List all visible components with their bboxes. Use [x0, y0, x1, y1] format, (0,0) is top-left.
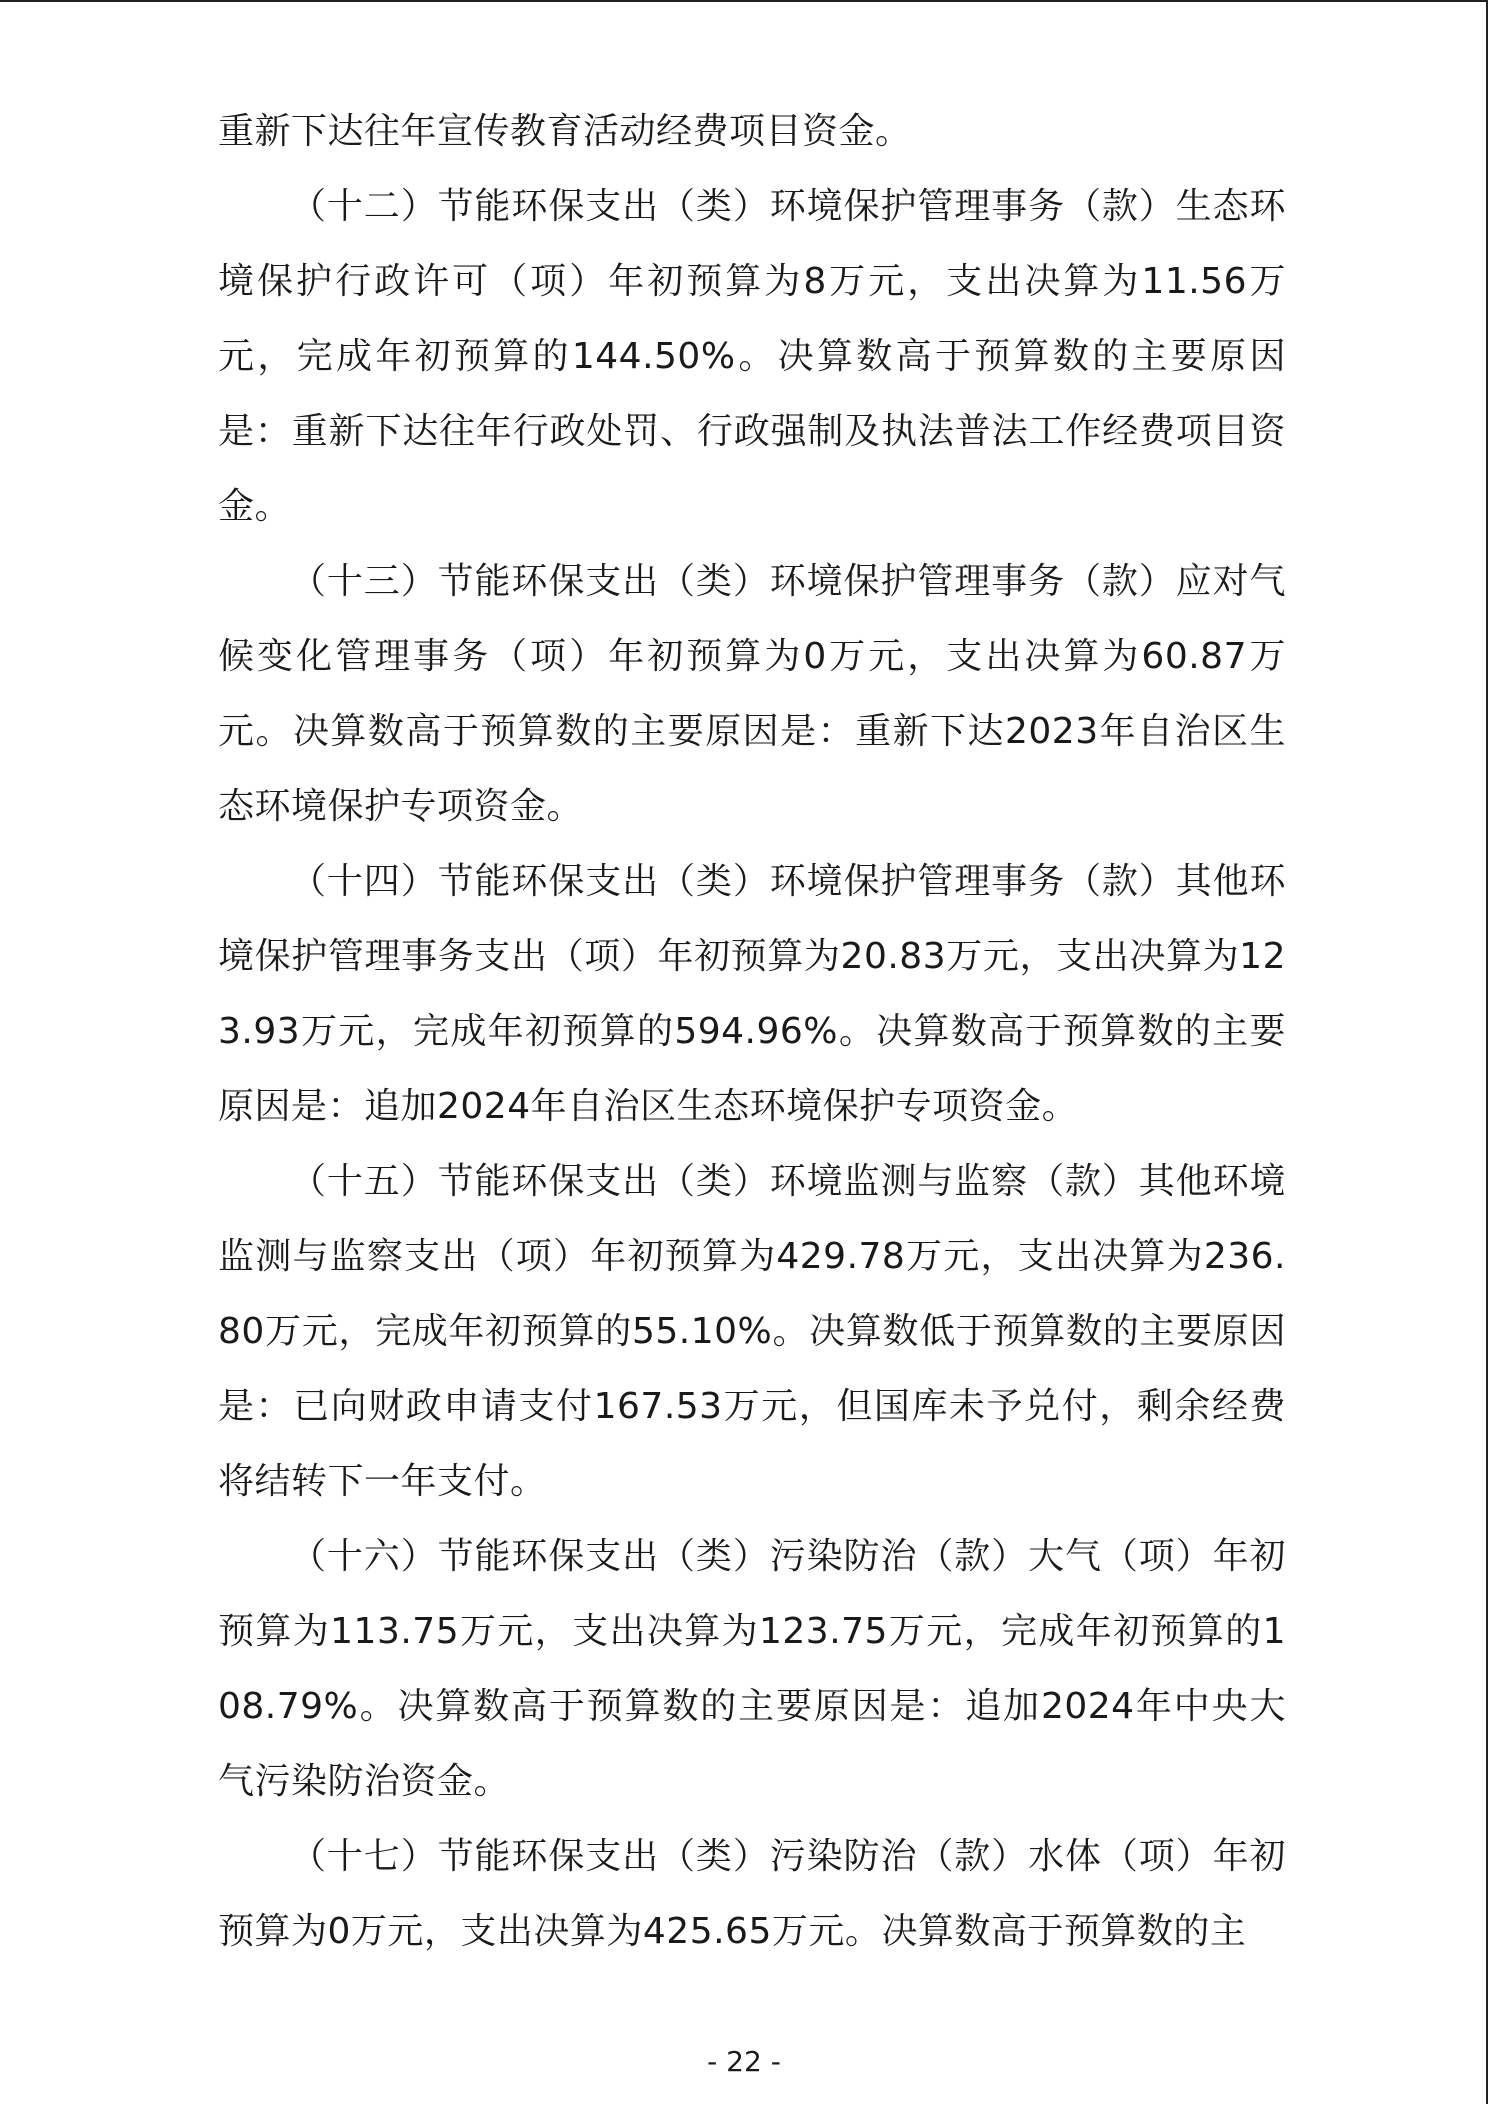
paragraph-continuation: 重新下达往年宣传教育活动经费项目资金。: [218, 111, 912, 152]
paragraph-item-17: （十七）节能环保支出（类）污染防治（款）水体（项）年初预算为0万元，支出决算为425.65万元。决算数高于预算数的主: [218, 1836, 1286, 1952]
page-number: - 22 -: [707, 2045, 781, 2078]
page-top-border: [0, 0, 1488, 2]
paragraph-item-14: （十四）节能环保支出（类）环境保护管理事务（款）其他环境保护管理事务支出（项）年初预算为20.83万元，支出决算为123.93万元，完成年初预算的594.96%。决算数高于预算数的主要原因是：追加2024年自治区生态环境保护专项资金。: [218, 861, 1286, 1127]
paragraph-item-12: （十二）节能环保支出（类）环境保护管理事务（款）生态环境保护行政许可（项）年初预算为8万元，支出决算为11.56万元，完成年初预算的144.50%。决算数高于预算数的主要原因是：重新下达往年行政处罚、行政强制及执法普法工作经费项目资金。: [218, 186, 1286, 527]
paragraph-item-13: （十三）节能环保支出（类）环境保护管理事务（款）应对气候变化管理事务（项）年初预算为0万元，支出决算为60.87万元。决算数高于预算数的主要原因是：重新下达2023年自治区生态环境保护专项资金。: [218, 561, 1286, 827]
document-body: [218, 94, 1286, 1969]
paragraph-item-15: （十五）节能环保支出（类）环境监测与监察（款）其他环境监测与监察支出（项）年初预算为429.78万元，支出决算为236.80万元，完成年初预算的55.10%。决算数低于预算数的主要原因是：已向财政申请支付167.53万元，但国库未予兑付，剩余经费将结转下一年支付。: [218, 1161, 1286, 1502]
paragraph-item-16: （十六）节能环保支出（类）污染防治（款）大气（项）年初预算为113.75万元，支出决算为123.75万元，完成年初预算的108.79%。决算数高于预算数的主要原因是：追加2024年中央大气污染防治资金。: [218, 1536, 1286, 1802]
